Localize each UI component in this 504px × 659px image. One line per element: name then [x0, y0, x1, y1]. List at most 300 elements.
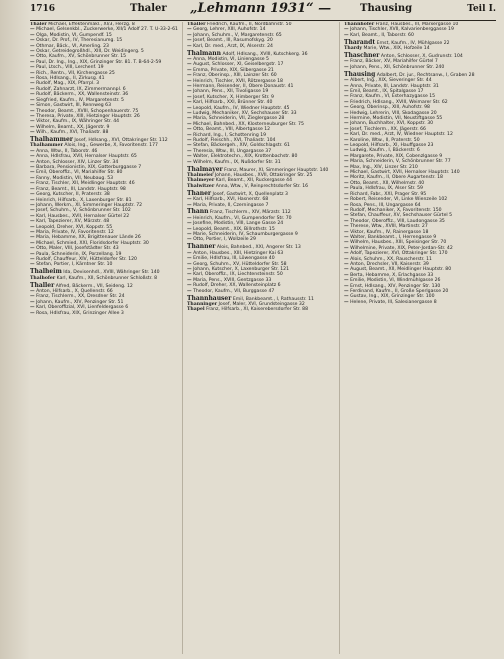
entry-details: Karl, Hilfsarb., XVI, Hasnerstr. 68 — [193, 197, 269, 203]
entry-surname: — — [187, 272, 192, 278]
entry-surname: — — [187, 89, 192, 95]
entry-surname: — — [30, 92, 35, 98]
directory-entry — [30, 130, 180, 135]
entry-details: Friedrich, Kaufm., II, Nordbahnstr. 50 — [207, 22, 292, 27]
directory-entry — [187, 160, 337, 165]
entry-surname: — — [344, 213, 349, 219]
entry-details: Anton, Hausbes., XIII, Hietzinger Kai 63 — [193, 250, 284, 256]
entry-surname: — — [187, 250, 192, 256]
entry-details: Gustav, Ing., XIX, Grinzinger Str. 100 — [350, 294, 435, 300]
entry-surname: Thannhofer — [344, 22, 375, 27]
directory-column-1 — [30, 22, 183, 654]
entry-details: Oskar, Getreidegroßhdl., XIII, Dr. Weidingerg. 5 — [36, 49, 144, 55]
entry-surname: — — [187, 277, 192, 283]
entry-details: Johann, Buchhalter, XVI, Koppstr. 30 — [350, 121, 434, 127]
entry-surname: Thanninger — [187, 301, 218, 307]
entry-surname: — — [30, 289, 35, 294]
entry-details: Rich., Rentn., VII, Kirchengasse 25 — [36, 70, 115, 76]
entry-details: Karl, Tapezierer, XV, Märzstr. 48 — [36, 219, 110, 225]
entry-details: Karl, Hilfsarb., XXI, Brünner Str. 40 — [193, 100, 273, 106]
entry-details: Leopold, Hilfsarb., XI, Hauffgasse 23 — [350, 143, 434, 149]
entry-details: Theodor, Oberoffiz., VIII, Laudongasse 35 — [350, 218, 445, 224]
header-part: Teil I. — [467, 4, 496, 14]
entry-details: Johann, Tischler, XVII, Kalvarienberggasse 19 — [350, 27, 454, 33]
entry-details: Emilie, Hdlsfrau, III, Löwengasse 40 — [193, 256, 275, 262]
entry-details: Robert, Reisender, VI, Linke Wienzeile 102 — [350, 197, 448, 203]
entry-surname: — — [30, 108, 35, 114]
entry-details: Viktor, Kaufm., IV, Rainergasse 18 — [350, 229, 429, 235]
entry-surname: — — [344, 294, 349, 300]
entry-surname: Thalhammer — [30, 136, 73, 144]
entry-details: Stefan, Chauffeur, XV, Sechshauser Gürtel 5 — [350, 213, 453, 219]
entry-details: Max, Ing., XIV, Linzer Str. 210 — [350, 164, 418, 170]
entry-details: Johann, Pens., XII, Schönbrunner Str. 240 — [350, 64, 445, 70]
entry-surname: — — [344, 251, 349, 257]
entry-surname: — — [30, 262, 35, 268]
entry-details: Leopold, Beamt., XIX, Billrothstr. 15 — [193, 226, 275, 232]
entry-details: Ludwig, Mechaniker, XV, Sechshauser Str. 33 — [193, 111, 297, 116]
entry-surname: — — [344, 88, 349, 94]
entry-surname: — — [30, 229, 35, 235]
entry-details: Josef, Hdlsang., XVI, Ottakringer Str. 112 — [74, 138, 168, 144]
entry-surname: — — [30, 113, 35, 119]
entry-surname: — — [187, 67, 192, 73]
entry-surname: — — [187, 202, 192, 208]
entry-surname: — — [30, 251, 35, 257]
entry-surname: Thaler — [30, 22, 47, 27]
entry-surname: — — [30, 59, 35, 65]
entry-surname: — — [30, 299, 35, 305]
directory-entry — [30, 311, 180, 316]
entry-surname: — — [30, 76, 35, 82]
entry-details: Stefan, Bäckergeh., XIV, Goldschlagstr. 61 — [193, 143, 290, 149]
entry-details: Otto, Beamt., VIII, Albertgasse 12 — [193, 127, 271, 133]
entry-surname: — — [30, 192, 35, 198]
entry-details: Barbara, Pensionistin, XIX, Gatterburggasse 7 — [36, 165, 142, 171]
scan-edge-shading — [0, 0, 30, 659]
entry-details: Johann, Hausbes., XVII, Ottakringer Str. 25 — [214, 172, 313, 178]
entry-surname: — — [187, 73, 192, 79]
entry-surname: — — [187, 159, 192, 165]
entry-details: Karoline, Wtw., II, Praterstr. 50 — [350, 137, 420, 143]
entry-details: Otto, Portier, I, Wollzeile 29 — [193, 237, 256, 243]
entry-surname: — — [344, 126, 349, 132]
entry-surname: — — [30, 43, 35, 49]
entry-surname: — — [30, 65, 35, 71]
entry-surname: — — [344, 159, 349, 165]
entry-details: Franz, Bäcker, XV, Mariahilfer Gürtel 7 — [350, 59, 438, 65]
entry-details: Johann, Schuhm., V, Margaretenstr. 65 — [193, 32, 282, 38]
entry-surname: — — [344, 256, 349, 262]
entry-details: Rudolf, Mag., XIX, Pfarrpl. 3 — [36, 81, 100, 87]
entry-details: Friedrich, Hdlsang., XVIII, Weimarer Str. 62 — [350, 99, 448, 105]
entry-details: Maria, Pens., XVIII, Gentzgasse 33 — [193, 277, 272, 283]
entry-details: Karl, Oberoffizial, XVI, Lienfeldergasse 6 — [36, 305, 129, 311]
entry-details: Maria, Schneiderin, VII, Zieglergasse 28 — [193, 116, 285, 122]
entry-details: Alois, Schuhm., XX, Rauscherstr. 11 — [350, 256, 432, 262]
entry-surname: — — [187, 38, 192, 44]
entry-details: Anna, Wtw., II, Taborstr. 46 — [36, 148, 98, 154]
entry-surname: — — [30, 38, 35, 44]
page-header — [30, 2, 496, 21]
entry-details: Adalbert, Dr. jur., Rechtsanw., I, Graben 28 — [376, 72, 475, 78]
entry-surname: — — [344, 186, 349, 192]
directory-columns — [30, 22, 496, 654]
entry-surname: — — [344, 175, 349, 181]
header-title: „Lehmann 1931“ — — [190, 1, 332, 16]
entry-details: Johann, Kaufm., XIV, Penzinger Str. 51 — [36, 299, 124, 305]
entry-details: Josef, Schuhm., V, Schönbrunner Str. 102 — [36, 208, 131, 214]
entry-surname: — — [187, 237, 192, 243]
entry-details: Georg, Oberinsp., XIII, Auhofstr. 98 — [350, 105, 430, 111]
header-right-word: Thausing — [360, 3, 413, 14]
entry-details: Karl, Dr. med., Arzt, IV, Wiedner Hauptstr. 12 — [350, 132, 453, 138]
entry-details: Rosa, Hdlsfrau, XIX, Grinzinger Allee 3 — [36, 310, 124, 316]
entry-surname: — — [344, 207, 349, 213]
entry-surname: Thalhofer — [30, 275, 56, 281]
entry-surname: — — [187, 232, 192, 238]
entry-details: Stefan, Portier, I, Kärntner Str. 10 — [36, 262, 113, 268]
entry-details: Karl, Beamt., XII, Ruckergasse 44 — [215, 178, 293, 184]
entry-surname: — — [30, 49, 35, 55]
entry-surname: Thalmayer — [187, 165, 223, 173]
entry-details: Viktor, Kaufm., IX, Währinger Str. 44 — [36, 119, 120, 125]
entry-details: Josef, Beamt., III, Rasumofskyg. 20 — [193, 38, 273, 44]
entry-surname: — — [344, 143, 349, 149]
entry-surname: Thalmeyer — [187, 178, 215, 184]
entry-surname: — — [187, 83, 192, 89]
entry-details: Josef, Tischlerm., XX, Jägerstr. 66 — [350, 126, 426, 132]
entry-details: Rudolf, Mechaniker, X, Favoritenstr. 150 — [350, 207, 442, 213]
entry-details: Karl, Oberoffiz., IX, Liechtensteinstr. 50 — [193, 272, 283, 278]
entry-details: Maria, Private, IV, Favoritenstr. 12 — [36, 229, 114, 235]
entry-surname: — — [30, 197, 35, 203]
entry-details: Walter, Elektrotechn., XIX, Krottenbachstr. 80 — [193, 154, 298, 160]
directory-entry — [344, 300, 494, 305]
entry-details: Emma, Private, XIX, Silbergasse 21 — [193, 67, 274, 73]
entry-details: Rudolf, Fleischh., XVI, Thaliastr. 104 — [193, 138, 276, 144]
entry-details: Michael, Gastwirt, XVII, Hernalser Hauptstr. 140 — [350, 170, 460, 176]
entry-surname: — — [187, 56, 192, 62]
entry-details: Michael, Schmied, XXI, Floridsdorfer Hauptstr. 30 — [36, 240, 149, 246]
entry-surname: — — [344, 99, 349, 105]
entry-surname: — — [344, 83, 349, 89]
entry-details: Emil, Oberoffiz., VI, Mariahilfer Str. 80 — [36, 170, 123, 176]
directory-entry — [344, 46, 494, 51]
entry-details: Johann, Kutscher, X, Laxenburger Str. 121 — [193, 266, 290, 272]
entry-surname: — — [30, 294, 35, 300]
entry-surname: — — [344, 164, 349, 170]
entry-surname: — — [187, 78, 192, 84]
entry-surname: — — [187, 256, 192, 262]
entry-details: Leopold, Dreher, XVI, Koppstr. 55 — [36, 224, 113, 230]
entry-surname: — — [187, 226, 192, 232]
entry-details: Berta, Hebamme, X, Erlachgasse 33 — [350, 272, 434, 278]
entry-details: Rudolf, Chauffeur, XIV, Hütteldorfer Str. 120 — [36, 256, 137, 262]
entry-surname: — — [187, 132, 192, 138]
entry-surname: Thardy — [344, 46, 363, 52]
entry-details: Marie, Wtw., XIX, Hofzeile 14 — [363, 46, 430, 52]
directory-entry — [30, 276, 180, 281]
entry-surname: — — [344, 32, 349, 38]
entry-details: Margarete, Private, XIX, Cobenzlgasse 9 — [350, 153, 443, 159]
entry-surname: — — [187, 138, 192, 144]
entry-details: Theodor, Kaufm., VII, Burggasse 47 — [193, 288, 275, 294]
entry-details: Walter, Bankbeamt., I, Herrengasse 9 — [350, 234, 437, 240]
entry-surname: Thaschner — [344, 52, 380, 60]
entry-details: Siegfried, Kaufm., IV, Margaretenstr. 5 — [36, 97, 124, 103]
entry-surname: — — [30, 154, 35, 160]
entry-details: Emil, Bankbeamt., I, Rathausstr. 11 — [232, 296, 314, 302]
entry-surname: — — [187, 100, 192, 106]
entry-surname: — — [30, 119, 35, 125]
entry-surname: — — [344, 132, 349, 138]
entry-details: Therese, Wtw., XVIII, Martinstr. 27 — [350, 224, 428, 230]
entry-details: Moritz, Kaufm., II, Obere Augartenstr. 18 — [350, 175, 443, 181]
entry-details: Hermine, Modistin, VII, Neustiftgasse 55 — [350, 116, 443, 121]
entry-surname: — — [344, 64, 349, 70]
entry-details: Georg, Schuhm., XV, Hütteldorfer Str. 58 — [193, 261, 287, 267]
entry-surname: — — [30, 54, 35, 60]
directory-entry — [187, 307, 337, 312]
entry-surname: — — [344, 278, 349, 284]
entry-details: Josef, Maler, XVI, Grundsteingasse 32 — [218, 301, 305, 307]
entry-details: Georg, Lehrer, XIII, Auhofstr. 14 — [193, 27, 266, 33]
directory-entry — [187, 184, 337, 189]
entry-surname: — — [344, 224, 349, 230]
entry-surname: — — [30, 159, 35, 165]
entry-surname: — — [187, 288, 192, 294]
entry-details: Richard, Fabr., XXI, Prager Str. 95 — [350, 191, 427, 197]
entry-surname: — — [187, 43, 192, 49]
entry-details: Leopold, Kaufm., IV, Wiedner Hauptstr. 45 — [193, 105, 290, 111]
entry-details: Rudolf, Dreher, XX, Wallensteinplatz 6 — [193, 283, 281, 289]
entry-details: Karl, Beamt., II, Taborstr. 60 — [350, 32, 414, 38]
entry-surname: — — [30, 32, 35, 38]
entry-details: Hedwig, Lehrerin, VIII, Skodagasse 20 — [350, 110, 437, 116]
entry-surname: — — [344, 27, 349, 33]
entry-surname: — — [30, 97, 35, 103]
entry-details: Franz, Tischlerm., XX, Dresdner Str. 24 — [36, 294, 125, 300]
entry-details: Theresia, Wtw., III, Ungargasse 37 — [193, 148, 272, 154]
entry-surname: — — [30, 256, 35, 262]
entry-details: Franz, Kaufm., VI, Esterhazygasse 15 — [350, 94, 436, 100]
entry-surname: — — [30, 305, 35, 311]
entry-details: Anton, Drechsler, VII, Kaiserstr. 39 — [350, 261, 429, 267]
entry-surname: — — [344, 202, 349, 208]
entry-surname: — — [30, 310, 35, 316]
entry-details: Otto, Beamt., XII, Wilhelmstr. 40 — [350, 180, 425, 186]
entry-details: Josef, Gastwirt, X, Quellenplatz 3 — [212, 191, 288, 197]
entry-surname: — — [187, 111, 192, 116]
entry-surname: — — [344, 283, 349, 289]
directory-entry — [187, 203, 337, 208]
entry-details: Franz, Hilfsarb., XI, Kaiserebersdorfer Str. 88 — [206, 307, 309, 313]
entry-details: Johann, Pens., XII, Tivoligasse 19 — [193, 89, 269, 95]
entry-details: Ernst, Hdlsang., XIV, Penzinger Str. 130 — [350, 283, 441, 289]
entry-surname: — — [344, 197, 349, 203]
entry-details: Franz, Oberinsp., XIII, Lainzer Str. 60 — [193, 73, 277, 79]
entry-surname: — — [187, 197, 192, 203]
entry-surname: — — [187, 27, 192, 33]
entry-surname: — — [187, 32, 192, 38]
entry-details: Adolf, Hdlsang., XVIII, Kutschkerg. 36 — [222, 51, 308, 57]
directory-column-2 — [187, 22, 340, 654]
directory-entry — [30, 262, 180, 267]
entry-details: Paul, Dr. Ing., Ing., XIX, Grinzinger Str. 81. T. B-64-2-59 — [36, 59, 162, 65]
entry-surname: — — [30, 202, 35, 208]
directory-column-3 — [344, 22, 496, 654]
entry-surname: — — [30, 208, 35, 214]
entry-details: Karl, Kaufm., XII, Schönbrunner Schloßstr. 8 — [56, 275, 158, 281]
entry-surname: — — [344, 148, 349, 154]
entry-details: Anna, Private, III, Landstr. Hauptstr. 31 — [350, 83, 439, 89]
entry-surname: — — [187, 148, 192, 154]
entry-details: Alois, Ing., Gewerbe, X, Favoritenstr. 177 — [64, 143, 158, 149]
entry-surname: — — [30, 86, 35, 92]
entry-surname: — — [30, 130, 35, 136]
entry-surname: — — [30, 148, 35, 154]
entry-surname: — — [187, 266, 192, 272]
entry-surname: — — [30, 181, 35, 187]
entry-details: Rosa, Hdlsang., II, Zirkusg. 41 — [36, 76, 105, 82]
entry-surname: Thalheim — [30, 268, 62, 276]
entry-details: August, Beamt., XII, Meidlinger Hauptstr. 80 — [350, 267, 452, 273]
entry-surname: — — [344, 121, 349, 127]
entry-surname: — — [30, 175, 35, 181]
entry-details: Heinrich, Hilfsarb., X, Laxenburger Str. 81 — [36, 197, 132, 203]
entry-surname: — — [30, 213, 35, 219]
entry-surname: Thaller — [187, 22, 206, 27]
entry-surname: — — [344, 59, 349, 65]
entry-surname: — — [344, 170, 349, 176]
entry-surname: — — [344, 218, 349, 224]
entry-details: Wilhelm, Beamt., XX, Jägerstr. 9 — [36, 124, 110, 130]
entry-surname: Thannhauser — [187, 294, 232, 302]
entry-details: Alois, Bahnbed., XXI, Angerer Str. 13 — [216, 245, 301, 251]
entry-surname: — — [30, 70, 35, 76]
entry-details: Ludwig, Kaufm., I, Bäckerstr. 6 — [350, 148, 420, 154]
entry-details: Paula, Hdlsfrau, IX, Alser Str. 59 — [350, 186, 423, 192]
entry-surname: — — [344, 116, 349, 121]
entry-details: Paul, Ltsch., VIII, Lerchenf. 19 — [36, 65, 104, 71]
entry-details: Anton, Hilfsarb., X, Quellenstr. 66 — [36, 289, 113, 294]
entry-details: Rudolf, Zahnarzt, IX, Zimmermannpl. 6 — [36, 86, 126, 92]
entry-details: Michael, Effektenmakl., XI/3, Herzg. 8 — [48, 22, 135, 27]
entry-surname: — — [344, 191, 349, 197]
directory-entry — [187, 44, 337, 49]
entry-surname: — — [30, 103, 35, 109]
entry-surname: — — [187, 283, 192, 289]
entry-details: Heinrich, Kaufm., VI, Gumpendorfer Str. 70 — [193, 215, 292, 221]
entry-details: Maria, Hebamme, XX, Brigittenauer Lände 26 — [36, 235, 141, 241]
entry-details: Hermann, Reisender, II, Obere Donaustr. 41 — [193, 83, 294, 89]
entry-details: Rudolf, Bäckerm., XX, Wallensteinstr. 36 — [36, 92, 129, 98]
entry-surname: — — [344, 245, 349, 251]
entry-surname: — — [344, 267, 349, 273]
entry-surname: — — [344, 110, 349, 116]
entry-details: Albert, Ing., XIX, Sieveringer Str. 44 — [350, 78, 432, 84]
entry-details: Anna, Modistin, VI, Liniengasse 5 — [193, 56, 269, 62]
entry-surname: — — [187, 261, 192, 267]
entry-surname: — — [30, 219, 35, 225]
header-left-word: Thaler — [130, 3, 167, 14]
entry-surname: — — [187, 154, 192, 160]
entry-surname: — — [344, 153, 349, 159]
entry-details: Franz, Beamt., III, Landstr. Hauptstr. 98 — [36, 186, 126, 192]
entry-details: Johann, Werkm., XI, Simmeringer Hauptstr. 72 — [36, 202, 143, 208]
entry-details: Helene, Private, III, Salesianergasse 8 — [350, 299, 437, 305]
entry-details: Franz, Tischler, XII, Meidlinger Hauptstr. 46 — [36, 181, 135, 187]
entry-surname: — — [344, 78, 349, 84]
entry-surname: — — [30, 27, 35, 33]
entry-details: Maria, Schneiderin, V, Schönbrunner Str. 77 — [350, 159, 451, 165]
entry-details: Fanny, Modistin, VII, Neubaug. 53 — [36, 175, 114, 181]
entry-details: Wilh., Kaufm., XVI, Thaliastr. 88 — [36, 130, 109, 136]
entry-surname: — — [344, 299, 349, 305]
entry-details: Wilhelm, Hausbes., XIII, Speisinger Str. 70 — [350, 240, 447, 246]
entry-details: Wilhelmine, Private, XIX, Peter-Jordan-Str. 42 — [350, 245, 453, 251]
entry-details: Otto, Kaufm., XV, Schönbrunner Str. 15 — [36, 54, 127, 60]
entry-details: Marie, Schneiderin, IV, Schaumburgergasse 9 — [193, 232, 298, 238]
entry-surname: — — [344, 137, 349, 143]
entry-details: Olga, Modistin, VI, Gumpendf. 15 — [36, 32, 112, 38]
entry-surname: — — [187, 121, 192, 127]
entry-surname: — — [187, 215, 192, 221]
entry-surname: Thalmann — [187, 49, 221, 57]
entry-details: Karl, Dr. med., Arzt, IX, Alserstr. 24 — [193, 43, 273, 49]
entry-surname: — — [344, 105, 349, 111]
directory-entry — [344, 65, 494, 70]
directory-entry — [344, 33, 494, 38]
entry-details: Franz, Hausbes., III, Marxergasse 10 — [375, 22, 459, 27]
entry-surname: Thalmeier — [187, 172, 214, 178]
entry-surname: — — [187, 143, 192, 149]
entry-surname: Thausing — [344, 70, 376, 78]
entry-surname: — — [344, 94, 349, 100]
entry-details: Georg, Kutscher, II, Praterstr. 38 — [36, 192, 110, 198]
entry-surname: Tharandt — [344, 38, 376, 46]
entry-details: Theresa, Private, XIII, Hietzinger Hauptstr. 26 — [36, 113, 140, 119]
entry-details: Michael, Gelsenkbl., Zuckerwerke, XII/1 Adolf 27. T. U-33-2-61 — [36, 27, 178, 33]
entry-surname: — — [187, 105, 192, 111]
entry-surname: — — [187, 221, 192, 227]
entry-details: Othmar, Bäck., VI, Amerling. 23 — [36, 43, 109, 49]
entry-surname: — — [344, 234, 349, 240]
entry-surname: — — [187, 127, 192, 133]
entry-surname: Thanner — [187, 243, 216, 251]
entry-details: Anna, Hdlsfrau, XVII, Hernalser Hauptstr. 65 — [36, 154, 137, 160]
entry-details: Richard, Ing., I, Schottenring 19 — [193, 132, 267, 138]
entry-surname: Thapel — [187, 307, 205, 313]
entry-surname: — — [30, 246, 35, 252]
entry-details: Franz, Tischlerm., XIV, Märzstr. 112 — [209, 210, 291, 216]
entry-details: Wilhelm, Kaufm., IX, Nußdorfer Str. 31 — [193, 159, 281, 165]
entry-surname: Thann — [187, 208, 209, 216]
entry-surname: — — [30, 186, 35, 192]
entry-surname: — — [344, 261, 349, 267]
entry-surname: — — [30, 224, 35, 230]
entry-surname: — — [30, 170, 35, 176]
entry-details: Otto, Maler, VIII, Josefstädter Str. 43 — [36, 246, 119, 252]
directory-entry — [187, 237, 337, 242]
entry-details: Ferdinand, Kaufm., II, Große Sperlgasse 20 — [350, 289, 449, 294]
entry-surname: Thaner — [187, 189, 212, 197]
entry-details: Theodor, Beamt., XVIII, Schopenhauerstr. 75 — [36, 108, 139, 114]
page-number: 1716 — [30, 4, 56, 14]
entry-surname: — — [344, 180, 349, 186]
entry-details: Ida, Devisenhdl., XVIII, Währinger Str. 140 — [63, 270, 160, 276]
